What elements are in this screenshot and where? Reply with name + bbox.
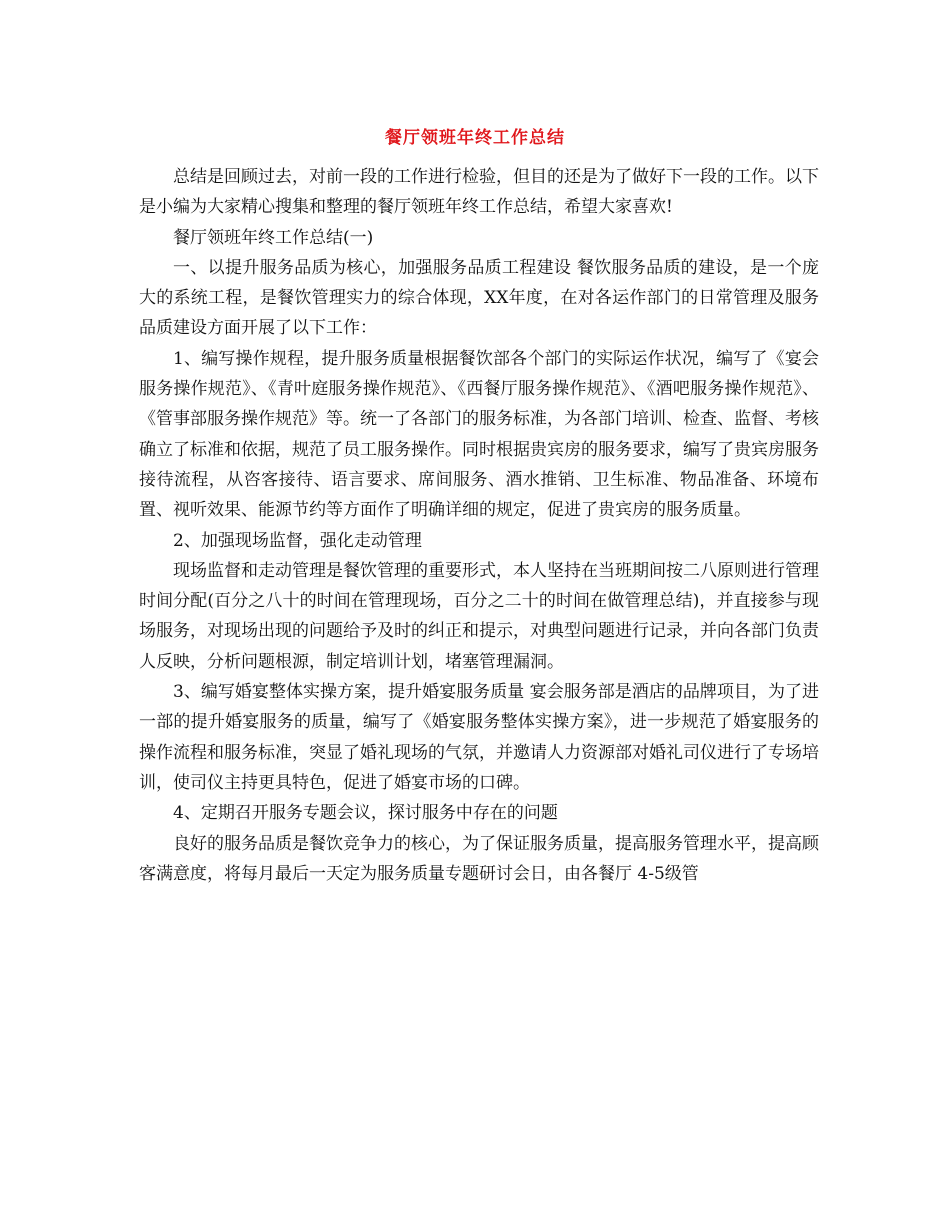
paragraph-section-1: 一、以提升服务品质为核心，加强服务品质工程建设 餐饮服务品质的建设，是一个庞大的系统工程，是餐饮管理实力的综合体现，XX年度，在对各运作部门的日常管理及服务品质建设方面开展了以下工作： <box>139 257 819 339</box>
paragraph-item-3: 3、编写婚宴整体实操方案，提升婚宴服务质量 宴会服务部是酒店的品牌项目，为了进一部的提升婚宴服务的质量，编写了《婚宴服务整体实操方案》，进一步规范了婚宴服务的操作流程和服务标准，突显了婚礼现场的气氛，并邀请人力资源部对婚礼司仪进行了专场培训，使司仪主持更具特色，促进了婚宴市场的口碑。 <box>139 682 819 793</box>
paragraph-item-1: 1、编写操作规程，提升服务质量根据餐饮部各个部门的实际运作状况，编写了《宴会服务操作规范》、《青叶庭服务操作规范》、《西餐厅服务操作规范》、《酒吧服务操作规范》、《管事部服务操作规范》等。统一了各部门的服务标准，为各部门培训、检查、监督、考核确立了标准和依据，规范了员工服务操作。同时根据贵宾房的服务要求，编写了贵宾房服务接待流程，从咨客接待、语言要求、席间服务、酒水推销、卫生标准、物品准备、环境布置、视听效果、能源节约等方面作了明确详细的规定，促进了贵宾房的服务质量。 <box>139 348 819 521</box>
paragraph-item-4-heading: 4、定期召开服务专题会议，探讨服务中存在的问题 <box>173 803 558 824</box>
paragraph-item-2-body: 现场监督和走动管理是餐饮管理的重要形式，本人坚持在当班期间按二八原则进行管理时间分配(百分之八十的时间在管理现场，百分之二十的时间在做管理总结)，并直接参与现场服务，对现场出现的问题给予及时的纠正和提示，对典型问题进行记录，并向各部门负责人反映，分析问题根源，制定培训计划，堵塞管理漏洞。 <box>139 560 819 672</box>
paragraph-item-4-body: 良好的服务品质是餐饮竞争力的核心，为了保证服务质量，提高服务管理水平，提高顾客满意度，将每月最后一天定为服务质量专题研讨会日，由各餐厅 4-5级管 <box>139 833 819 884</box>
paragraph-item-2-heading: 2、加强现场监督，强化走动管理 <box>173 530 422 551</box>
document-body <box>139 162 819 889</box>
paragraph-subtitle: 餐厅领班年终工作总结(一) <box>173 227 374 248</box>
document-title: 餐厅领班年终工作总结 <box>385 128 565 148</box>
paragraph-intro: 总结是回顾过去，对前一段的工作进行检验，但目的还是为了做好下一段的工作。以下是小编为大家精心搜集和整理的餐厅领班年终工作总结，希望大家喜欢! <box>139 167 819 218</box>
